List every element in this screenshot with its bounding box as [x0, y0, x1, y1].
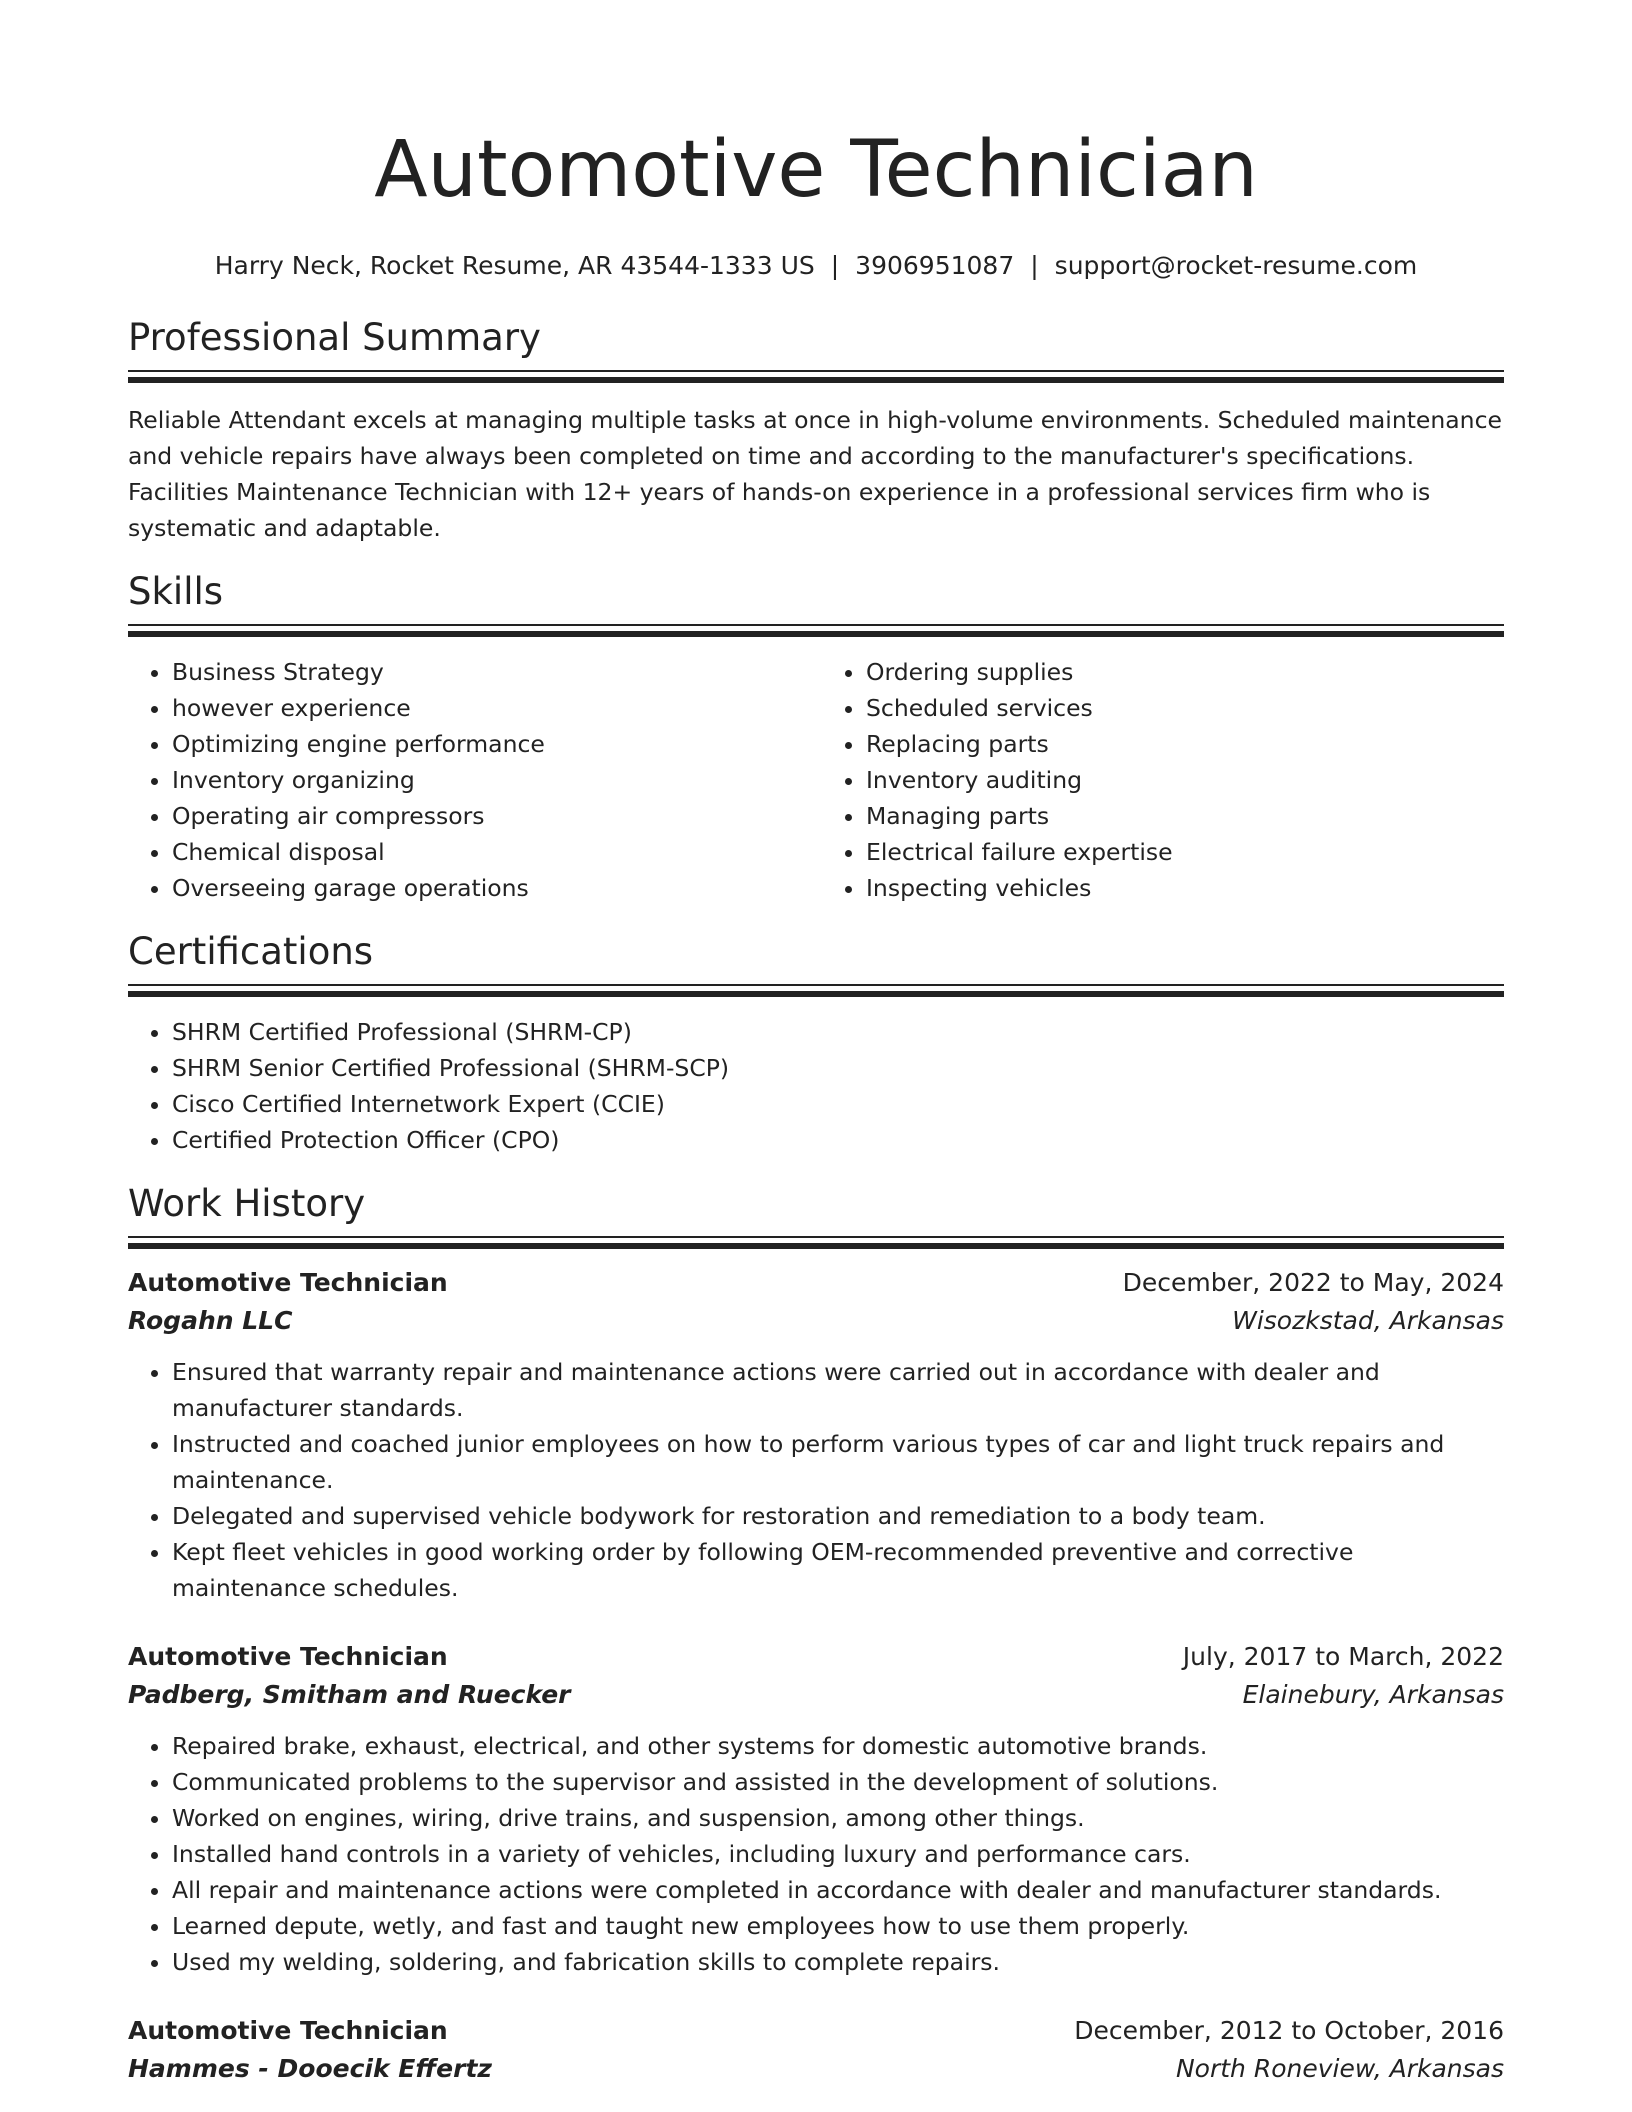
job-location: North Roneview, Arkansas: [1175, 2054, 1504, 2083]
skills-heading: Skills: [128, 570, 224, 613]
job-subheader: [128, 1676, 1504, 1714]
job-company: Rogahn LLC: [128, 1306, 293, 1335]
job-dates: July, 2017 to March, 2022: [1182, 1642, 1504, 1671]
job-bullet: • All repair and maintenance actions were completed in accordance with dealer and manufacturer standards.: [172, 1872, 1504, 1908]
skills-columns: [128, 654, 1504, 906]
section-divider: [128, 370, 1504, 382]
job-location: Elainebury, Arkansas: [1242, 1680, 1504, 1709]
job-location: Wisozkstad, Arkansas: [1232, 1306, 1504, 1335]
job-entry: [128, 1638, 1504, 1980]
contact-separator: |: [1030, 251, 1039, 280]
job-header: [128, 2012, 1504, 2050]
contact-phone: 3906951087: [855, 251, 1015, 280]
certification-item: • Certified Protection Officer (CPO): [172, 1122, 1504, 1158]
job-bullet: • Instructed and coached junior employees on how to perform various types of car and light truck repairs and maintenance.: [172, 1426, 1504, 1498]
resume-page: [128, 0, 1504, 2088]
job-dates: December, 2022 to May, 2024: [1122, 1268, 1504, 1297]
work-history-heading: Work History: [128, 1182, 366, 1225]
skill-item: • Managing parts: [866, 798, 1504, 834]
summary-section: [128, 314, 1504, 546]
summary-heading: Professional Summary: [128, 316, 541, 359]
job-bullet-list: [128, 1354, 1504, 1606]
skill-item: • Ordering supplies: [866, 654, 1504, 690]
work-history-section: [128, 1180, 1504, 2088]
certification-item: • SHRM Certified Professional (SHRM-CP): [172, 1014, 1504, 1050]
contact-email: support@rocket-resume.com: [1054, 251, 1418, 280]
job-subheader: [128, 1302, 1504, 1340]
job-bullet: • Delegated and supervised vehicle bodywork for restoration and remediation to a body team.: [172, 1498, 1504, 1534]
skill-item: • Scheduled services: [866, 690, 1504, 726]
skill-item: • Chemical disposal: [172, 834, 816, 870]
job-dates: December, 2012 to October, 2016: [1074, 2016, 1504, 2045]
job-bullet: • Communicated problems to the supervisor and assisted in the development of solutions.: [172, 1764, 1504, 1800]
job-bullet: • Worked on engines, wiring, drive trains, and suspension, among other things.: [172, 1800, 1504, 1836]
job-bullet: • Used my welding, soldering, and fabrication skills to complete repairs.: [172, 1944, 1504, 1980]
job-entry: [128, 1264, 1504, 1606]
job-bullet-list: [128, 1728, 1504, 1980]
skill-item: • Inventory auditing: [866, 762, 1504, 798]
job-bullet: • Kept fleet vehicles in good working order by following OEM-recommended preventive and corrective maintenance schedules.: [172, 1534, 1504, 1606]
skill-item: • Inspecting vehicles: [866, 870, 1504, 906]
certifications-heading: Certifications: [128, 930, 374, 973]
job-company: Hammes - Dooecik Effertz: [128, 2054, 492, 2083]
skill-item: • Optimizing engine performance: [172, 726, 816, 762]
job-title: Automotive Technician: [128, 1268, 448, 1297]
skill-item: • Replacing parts: [866, 726, 1504, 762]
contact-address: Harry Neck, Rocket Resume, AR 43544-1333 US: [214, 251, 815, 280]
job-bullet: • Learned depute, wetly, and fast and taught new employees how to use them properly.: [172, 1908, 1504, 1944]
job-bullet: • Repaired brake, exhaust, electrical, and other systems for domestic automotive brands.: [172, 1728, 1504, 1764]
skill-item: • Operating air compressors: [172, 798, 816, 834]
skill-item: • however experience: [172, 690, 816, 726]
skills-list-left: [128, 654, 816, 906]
section-divider: [128, 1236, 1504, 1248]
job-entry: [128, 2012, 1504, 2088]
certification-item: • SHRM Senior Certified Professional (SHRM-SCP): [172, 1050, 1504, 1086]
job-bullet: • Ensured that warranty repair and maintenance actions were carried out in accordance with dealer and manufacturer standards.: [172, 1354, 1504, 1426]
skills-section: [128, 568, 1504, 906]
certification-item: • Cisco Certified Internetwork Expert (CCIE): [172, 1086, 1504, 1122]
job-header: [128, 1264, 1504, 1302]
skill-item: • Overseeing garage operations: [172, 870, 816, 906]
skill-item: • Electrical failure expertise: [866, 834, 1504, 870]
job-subheader: [128, 2050, 1504, 2088]
job-title: Automotive Technician: [128, 2016, 448, 2045]
skill-item: • Inventory organizing: [172, 762, 816, 798]
section-divider: [128, 624, 1504, 636]
job-header: [128, 1638, 1504, 1676]
contact-line: [128, 248, 1504, 284]
job-bullet: • Installed hand controls in a variety of vehicles, including luxury and performance cars.: [172, 1836, 1504, 1872]
contact-separator: |: [830, 251, 840, 280]
summary-text: Reliable Attendant excels at managing multiple tasks at once in high-volume environments. Scheduled maintenance and vehicle repairs have always been completed on time and according to the manufacturer's specifications. Facilities Maintenance Technician with 12+ years of hands-on experience in a professional services firm who is systematic and adaptable.: [128, 406, 1502, 542]
skills-list-right: [816, 654, 1504, 906]
resume-title: Automotive Technician: [374, 125, 1258, 215]
certifications-list: [128, 1014, 1504, 1158]
section-divider: [128, 984, 1504, 996]
job-title: Automotive Technician: [128, 1642, 448, 1671]
certifications-section: [128, 928, 1504, 1158]
skill-item: • Business Strategy: [172, 654, 816, 690]
job-company: Padberg, Smitham and Ruecker: [128, 1680, 571, 1709]
